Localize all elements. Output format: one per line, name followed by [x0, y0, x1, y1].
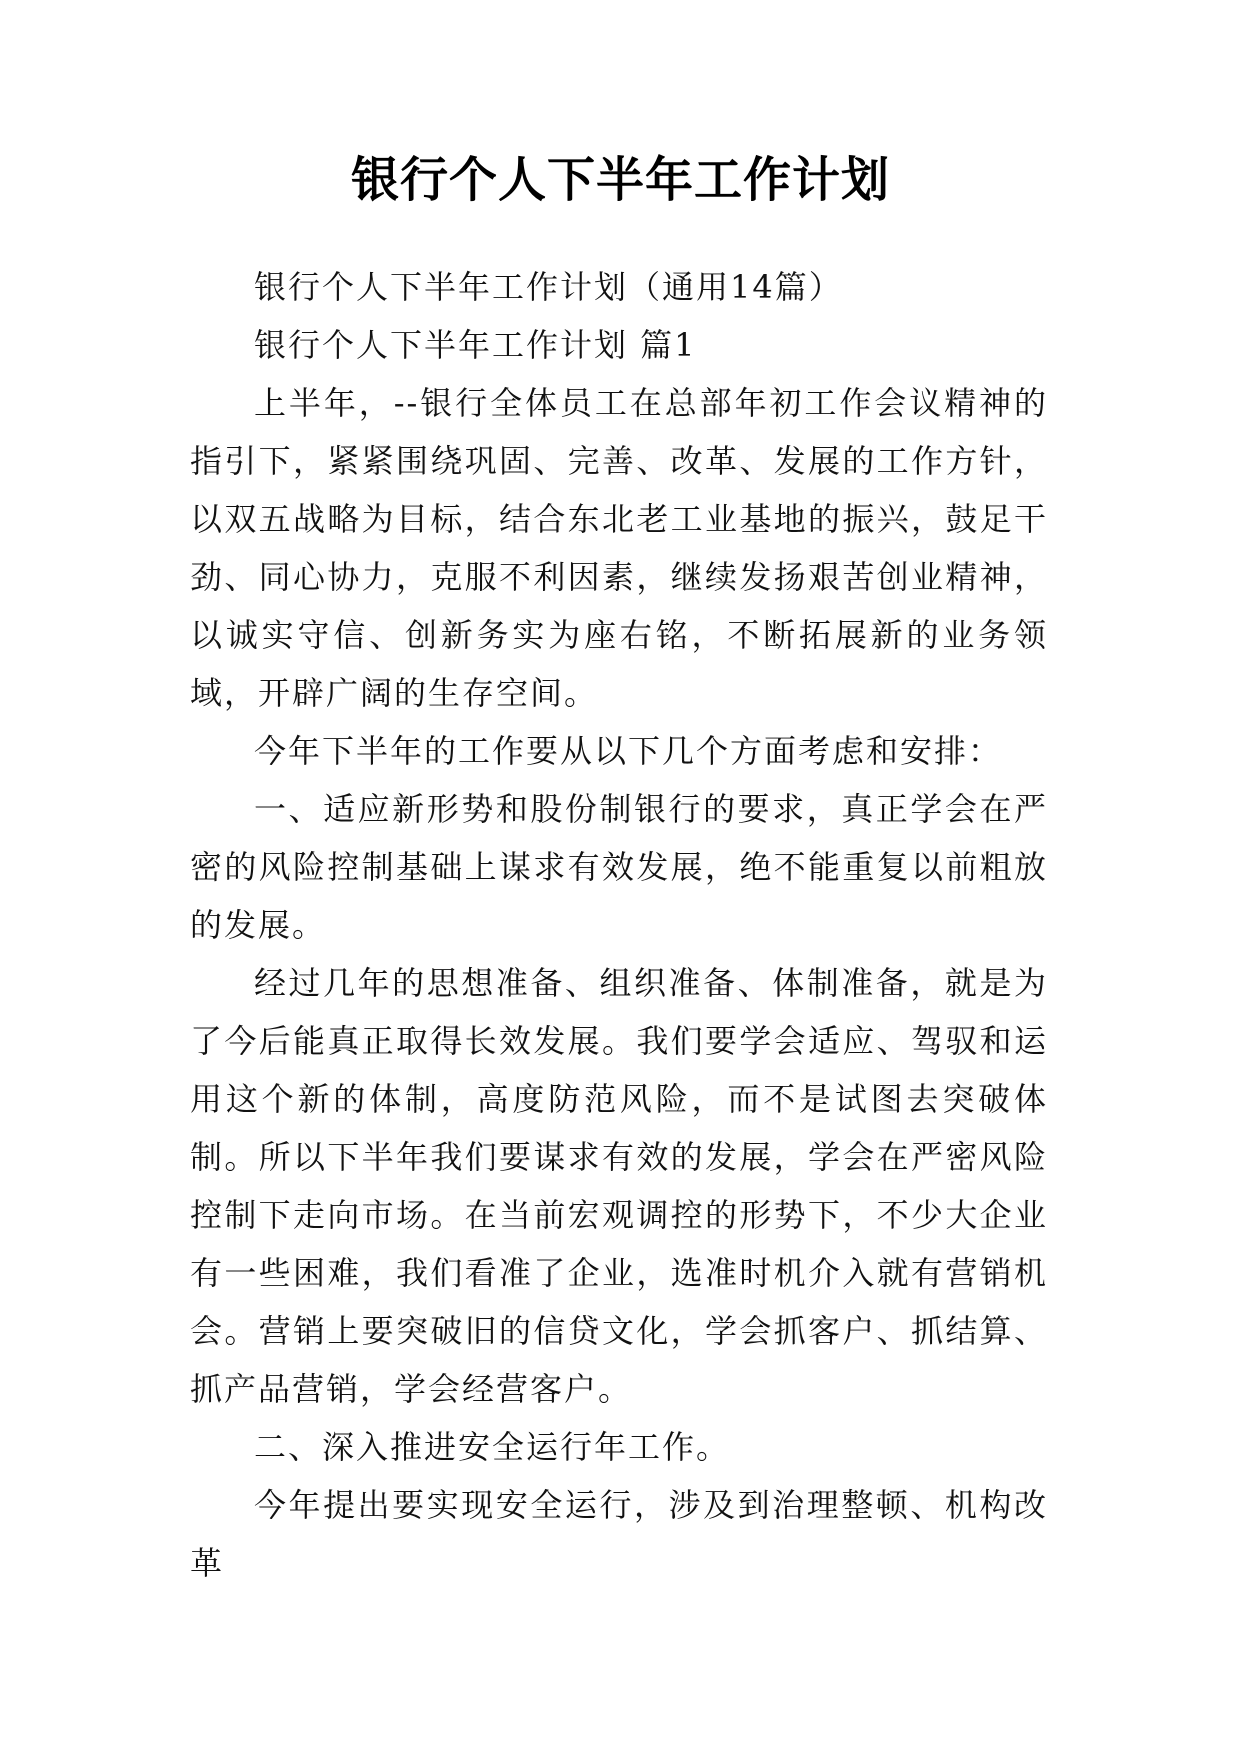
document-body	[190, 258, 1048, 1592]
paragraph: 上半年，--银行全体员工在总部年初工作会议精神的指引下，紧紧围绕巩固、完善、改革、发展的工作方针，以双五战略为目标，结合东北老工业基地的振兴，鼓足干劲、同心协力，克服不利因素，继续发扬艰苦创业精神，以诚实守信、创新务实为座右铭，不断拓展新的业务领域，开辟广阔的生存空间。	[190, 384, 1048, 712]
document-title: 银行个人下半年工作计划	[350, 152, 890, 208]
paragraph: 一、适应新形势和股份制银行的要求，真正学会在严密的风险控制基础上谋求有效发展，绝不能重复以前粗放的发展。	[190, 790, 1048, 944]
paragraph: 今年下半年的工作要从以下几个方面考虑和安排：	[254, 732, 1003, 770]
paragraph-subtitle: 银行个人下半年工作计划（通用14篇）	[254, 268, 843, 306]
paragraph: 经过几年的思想准备、组织准备、体制准备，就是为了今后能真正取得长效发展。我们要学会适应、驾驭和运用这个新的体制，高度防范风险，而不是试图去突破体制。所以下半年我们要谋求有效的发展，学会在严密风险控制下走向市场。在当前宏观调控的形势下，不少大企业有一些困难，我们看准了企业，选准时机介入就有营销机会。营销上要突破旧的信贷文化，学会抓客户、抓结算、抓产品营销，学会经营客户。	[190, 964, 1048, 1408]
paragraph-section-heading: 银行个人下半年工作计划 篇1	[254, 326, 697, 364]
paragraph: 二、深入推进安全运行年工作。	[254, 1428, 731, 1466]
paragraph: 今年提出要实现安全运行，涉及到治理整顿、机构改革	[190, 1486, 1048, 1582]
